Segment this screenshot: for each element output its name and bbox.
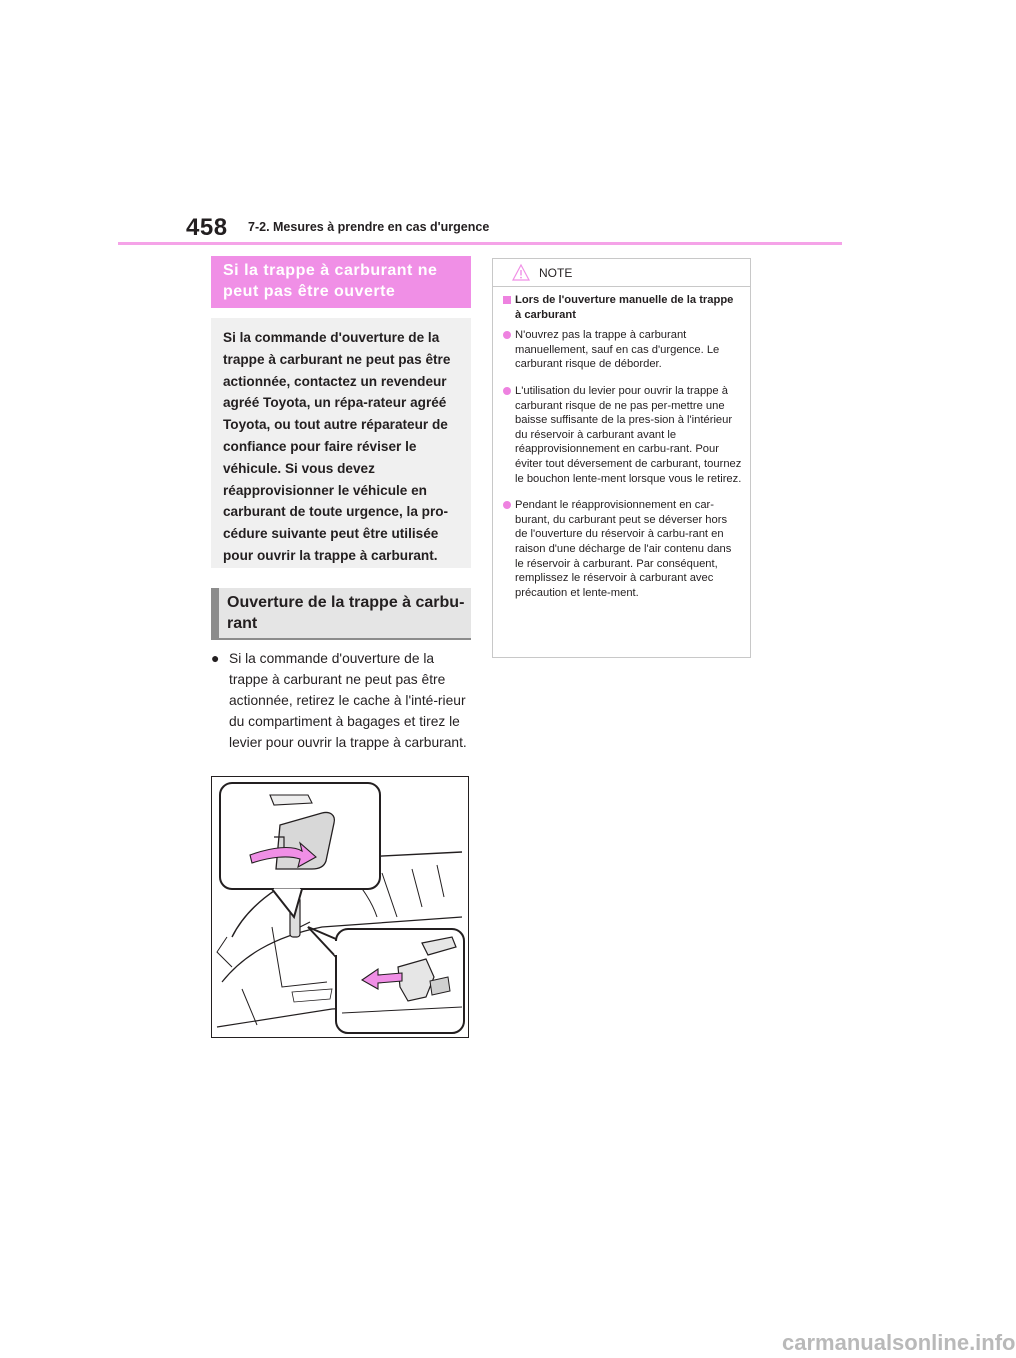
note-item-text: L'utilisation du levier pour ouvrir la trappe à carburant risque de ne pas per-mettre une baisse suffisante de la pres-sion à l'intérieur du réservoir à carburant avant le réapprovisionnement en carbu-rant. Pour éviter tout déversement de carburant, tournez le bouchon lente-ment lorsque vous le retirez. [515,384,742,485]
instruction-bullet [211,648,473,753]
warning-triangle-icon [512,264,530,281]
note-subheading [503,293,742,322]
note-body [493,287,750,600]
note-item [503,498,742,600]
header-rule [118,242,842,245]
bullet-icon: ● [211,650,220,666]
square-bullet-icon [503,296,511,304]
note-item [503,328,742,372]
watermark: carmanualsonline.info [782,1330,1016,1355]
round-bullet-icon [503,387,511,395]
intro-text: Si la commande d'ouverture de la trappe à carburant ne peut pas être actionnée, contactez un revendeur agréé Toyota, un répa-rateur agréé Toyota, ou tout autre réparateur de confiance pour faire réviser le véhicule. Si vous devez réapprovisionner le véhicule en carburant de toute urgence, la pro-cédure suivante peut être utilisée pour ouvrir la trappe à carburant. [223,330,451,563]
instruction-text: Si la commande d'ouverture de la trappe à carburant ne peut pas être actionnée, retirez le cache à l'inté-rieur du compartiment à bagages et tirez le levier pour ouvrir la trappe à carburant. [229,651,467,750]
page-number: 458 [186,214,228,241]
note-box [492,258,751,658]
subheading-box [211,588,471,640]
intro-box [211,318,471,568]
note-subheading-text: Lors de l'ouverture manuelle de la trappe à carburant [515,294,734,321]
round-bullet-icon [503,501,511,509]
note-title: NOTE [539,266,573,280]
note-item-text: Pendant le réapprovisionnement en car-burant, du carburant peut se déverser hors de l'ouverture du réservoir à carbu-rant en raison d'une décharge de l'air contenu dans le réservoir à carburant. Par conséquent, remplissez le réservoir à carburant avec précaution et lente-ment. [515,499,732,599]
cargo-area-lever-illustration [211,776,469,1038]
note-header [493,259,750,287]
subheading: Ouverture de la trappe à carbu-rant [227,594,465,632]
note-item-text: N'ouvrez pas la trappe à carburant manuellement, sauf en cas d'urgence. Le carburant risque de déborder. [515,329,720,371]
round-bullet-icon [503,331,511,339]
section-title: 7-2. Mesures à prendre en cas d'urgence [248,220,490,234]
note-item [503,384,742,486]
pink-heading: Si la trappe à carburant ne peut pas être ouverte [211,256,471,308]
